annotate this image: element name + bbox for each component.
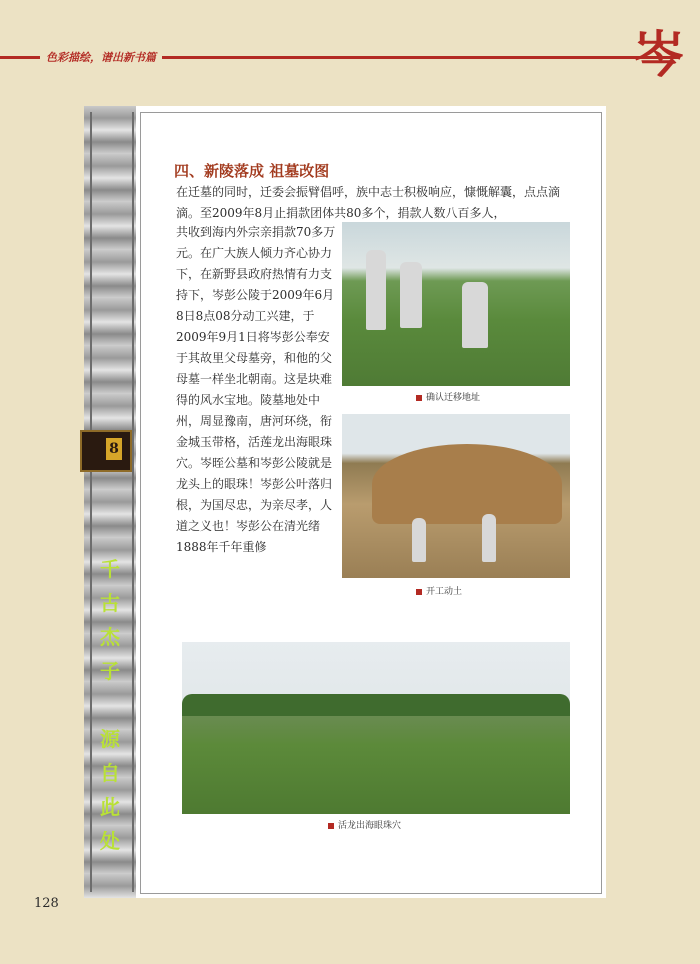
section-title: 四、新陵落成 祖墓改图 xyxy=(174,162,330,180)
person-figure xyxy=(462,282,488,348)
photo-groundbreaking xyxy=(342,414,570,578)
bullet-icon xyxy=(328,823,334,829)
bullet-icon xyxy=(416,395,422,401)
person-figure xyxy=(366,250,386,330)
photo-field-landscape xyxy=(182,642,570,814)
intro-paragraph: 在迁墓的同时，迁委会振臂倡呼，族中志士积极响应，慷慨解囊，点点滴滴。至2009年8月止捐款团体共80多个，捐款人数八百多人， xyxy=(176,185,561,220)
person-figure xyxy=(482,514,496,562)
page-number: 128 xyxy=(34,896,59,911)
header-label: 色彩描绘，谱出新书篇 xyxy=(40,49,162,65)
header-seal-glyph: 岑 xyxy=(634,25,684,84)
photo-caption: 开工动土 xyxy=(416,584,462,597)
photo-caption: 确认迁移地址 xyxy=(416,390,480,403)
chapter-number: 8 xyxy=(106,438,122,460)
earth-mound xyxy=(372,444,562,524)
column-paragraph: 共收到海内外宗亲捐款70多万元。在广大族人倾力齐心协力下，在新野县政府热情有力支持下，岑彭公陵于2009年6月8日8点08分动工兴建，于2009年9月1日将岑彭公奉安于其故里父母墓旁，和他的父母墓一样坐北朝南。这是块难得的风水宝地。陵墓地处中州，周显豫南，唐河环绕，衔金城玉带格，活莲龙出海眼珠穴。岑晊公墓和岑彭公陵就是龙头上的眼珠！岑彭公叶落归根，为国尽忠，为亲尽孝，人道之义也！岑彭公在清光绪1888年千年重修 xyxy=(176,225,336,554)
bullet-icon xyxy=(416,589,422,595)
photo-caption: 活龙出海眼珠穴 xyxy=(328,818,401,831)
person-figure xyxy=(400,262,422,328)
person-figure xyxy=(412,518,426,562)
chapter-tab xyxy=(80,430,132,472)
vertical-book-title: 千 古 杰 子 源 自 此 处 xyxy=(100,557,120,853)
book-page xyxy=(84,106,606,898)
photo-site-survey xyxy=(342,222,570,386)
tree-line xyxy=(182,694,570,716)
